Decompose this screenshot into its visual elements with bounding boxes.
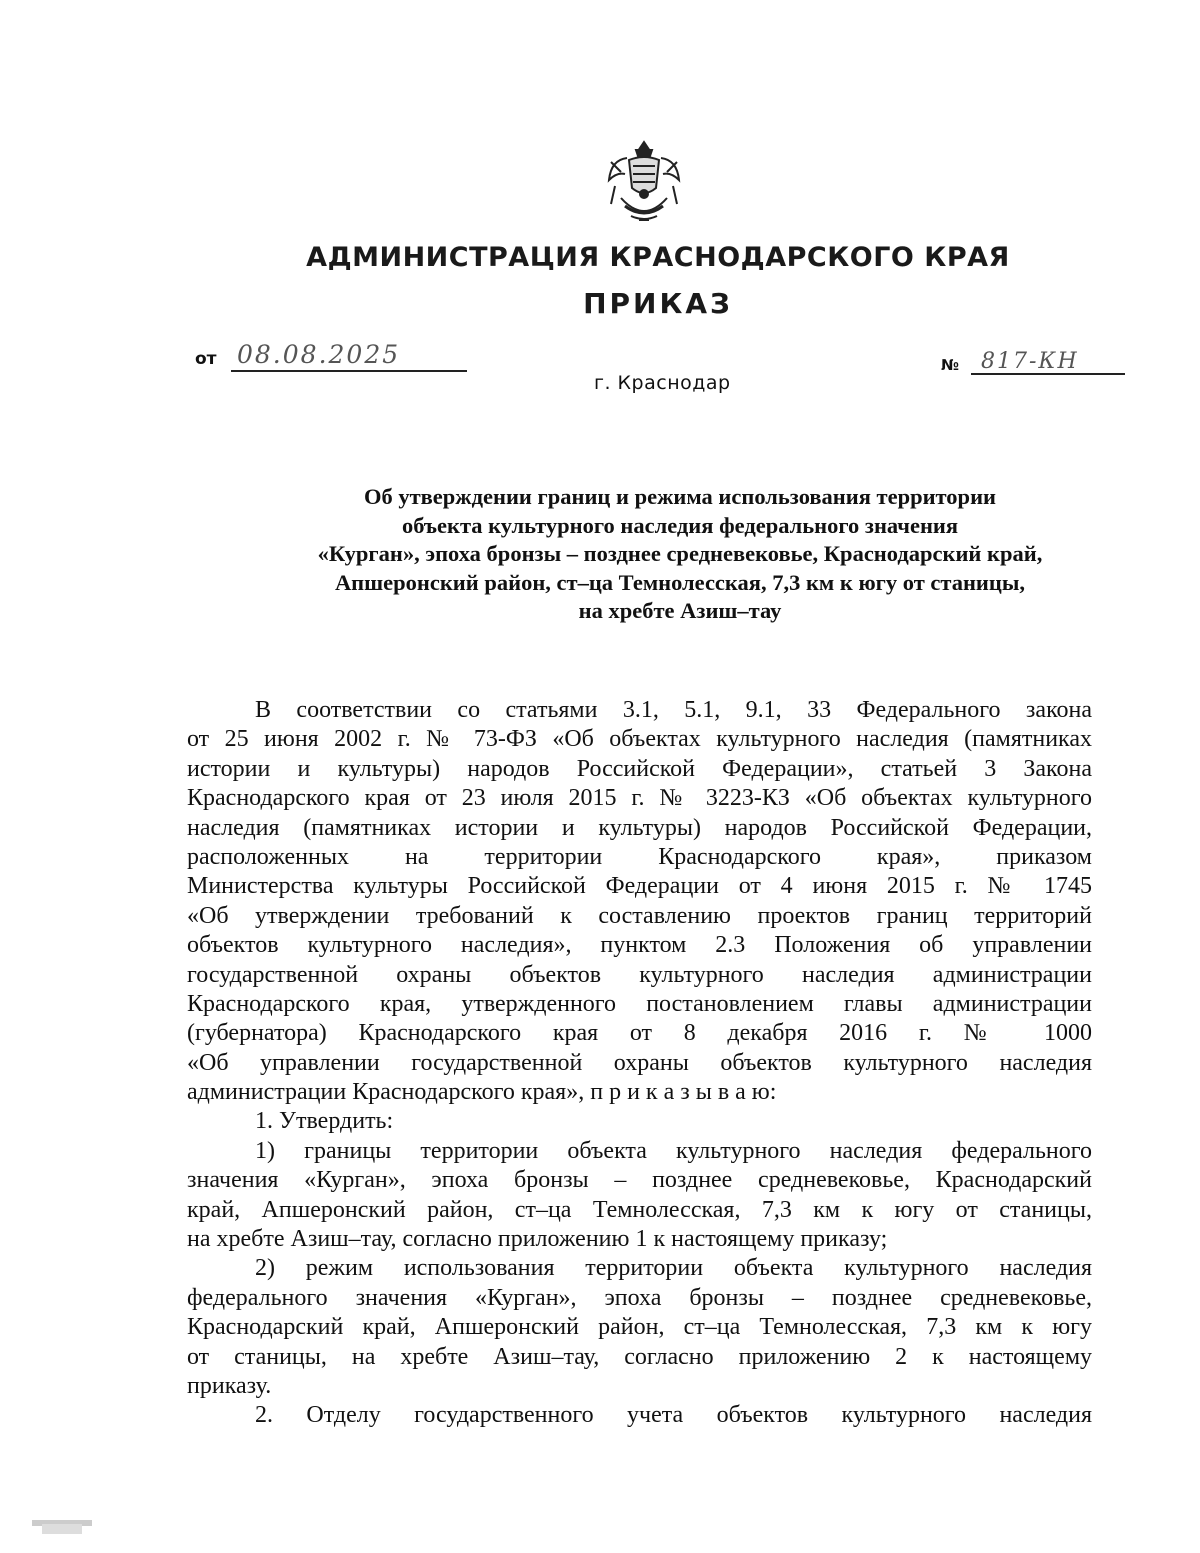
title-line: Апшеронский район, ст–ца Темнолесская, 7,3 км к югу от станицы,: [334, 569, 1026, 595]
body-line: «Об управлении государственной охраны объектов культурного наследия: [187, 1049, 1092, 1076]
city-name: г. Краснодар: [594, 372, 731, 394]
body-line: 2. Отделу государственного учета объектов культурного наследия: [255, 1402, 1092, 1429]
document-type: ПРИКАЗ: [583, 287, 733, 320]
body-line: расположенных на территории Краснодарского края», приказом: [187, 843, 1092, 870]
body-line: значения «Курган», эпоха бронзы – позднее средневековье, Краснодарский: [187, 1167, 1092, 1194]
body-line: федерального значения «Курган», эпоха бронзы – позднее средневековье,: [187, 1284, 1092, 1311]
body-line: Министерства культуры Российской Федерации от 4 июня 2015 г. № 1745: [187, 873, 1092, 900]
order-body: [187, 696, 1092, 1431]
body-line: от 25 июня 2002 г. № 73-ФЗ «Об объектах культурного наследия (памятниках: [187, 726, 1092, 753]
coat-of-arms-emblem: [603, 138, 685, 226]
date-prefix: от: [195, 349, 217, 369]
number-field: [941, 349, 1119, 379]
date-value-handwritten: 08.08.2025: [231, 340, 467, 372]
body-line: объектов культурного наследия», пунктом 2.3 Положения об управлении: [187, 932, 1092, 959]
title-line: Об утверждении границ и режима использования территории: [363, 484, 997, 509]
body-line: на хребте Азиш–тау, согласно приложению 1 к настоящему приказу;: [187, 1226, 888, 1253]
body-line: 1. Утвердить:: [255, 1108, 394, 1135]
number-value-handwritten: 817-КН: [971, 349, 1125, 375]
body-line: от станицы, на хребте Азиш–тау, согласно приложению 2 к настоящему: [187, 1343, 1092, 1370]
body-line: «Об утверждении требований к составлению проектов границ территорий: [187, 902, 1092, 929]
body-line: приказу.: [187, 1372, 272, 1399]
organization-name: АДМИНИСТРАЦИЯ КРАСНОДАРСКОГО КРАЯ: [306, 242, 1010, 273]
body-line: В соответствии со статьями 3.1, 5.1, 9.1, 33 Федерального закона: [255, 697, 1092, 723]
order-title: [180, 483, 1180, 626]
body-line: истории и культуры) народов Российской Федерации», статьей 3 Закона: [187, 755, 1092, 782]
body-line: Краснодарский край, Апшеронский район, ст–ца Темнолесская, 7,3 км к югу: [187, 1314, 1092, 1341]
number-prefix: №: [941, 356, 960, 374]
title-line: на хребте Азиш–тау: [578, 598, 782, 623]
body-line: государственной охраны объектов культурного наследия администрации: [187, 961, 1092, 988]
body-line: администрации Краснодарского края», п р и к а з ы в а ю:: [187, 1079, 777, 1106]
body-line: 2) режим использования территории объекта культурного наследия: [255, 1255, 1092, 1282]
body-line: (губернатора) Краснодарского края от 8 декабря 2016 г. № 1000: [187, 1020, 1092, 1047]
body-line: наследия (памятниках истории и культуры) народов Российской Федерации,: [187, 814, 1092, 841]
body-line: край, Апшеронский район, ст–ца Темнолесская, 7,3 км к югу от станицы,: [187, 1196, 1092, 1223]
date-field: [195, 340, 465, 376]
title-line: «Курган», эпоха бронзы – позднее средневековье, Краснодарский край,: [317, 541, 1043, 566]
title-line: объекта культурного наследия федерального значения: [401, 512, 959, 538]
body-line: 1) границы территории объекта культурного наследия федерального: [255, 1137, 1092, 1164]
body-line: Краснодарского края от 23 июля 2015 г. № 3223-КЗ «Об объектах культурного: [187, 785, 1092, 812]
scan-artifact-mark: [32, 1516, 96, 1536]
body-line: Краснодарского края, утвержденного постановлением главы администрации: [187, 990, 1092, 1017]
